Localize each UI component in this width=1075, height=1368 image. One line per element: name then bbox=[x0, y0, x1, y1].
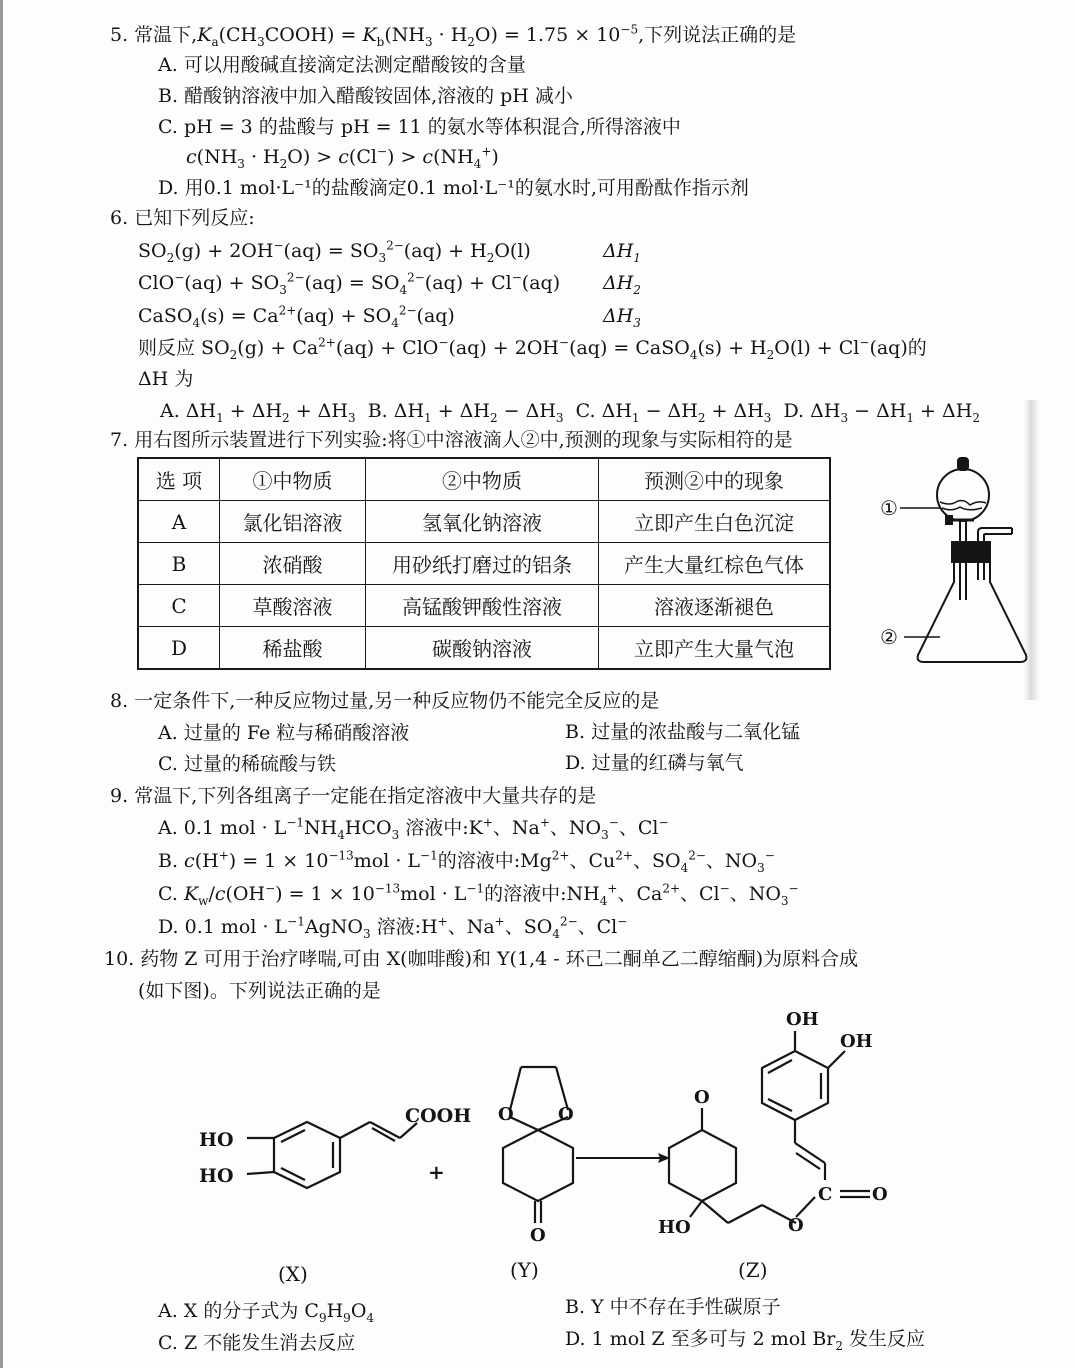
question-6-option-d[interactable]: D. $\Delta H_3 - \Delta H_1 + \Delta H_2$ bbox=[783, 400, 980, 425]
molecule-z-label: (Z) bbox=[738, 1258, 768, 1282]
table-row: C 草酸溶液 高锰酸钾酸性溶液 溶液逐渐褪色 bbox=[138, 585, 830, 627]
question-5-option-a[interactable]: A. 可以用酸碱直接滴定法测定醋酸铵的含量 bbox=[158, 54, 526, 76]
question-5-option-c[interactable]: C. pH = 3 的盐酸与 pH = 11 的氨水等体积混合,所得溶液中 bbox=[158, 116, 681, 138]
question-9-option-c[interactable]: C. $K_w/c(OH^-) = 1 \times 10^{-13}mol \cdot L^{-1}$的溶液中$:NH_4^+$、$Ca^{2+}$、Cl−、$NO_3^-$ bbox=[158, 881, 799, 908]
question-9-option-b[interactable]: B. $c(H^+) = 1 \times 10^{-13}mol \cdot L^{-1}$的溶液中$:Mg^{2+}$、$Cu^{2+}$、$SO_4^{2-}$、$NO_3^-$ bbox=[158, 848, 775, 875]
table-header: ②中物质 bbox=[366, 458, 599, 501]
molecule-z-product bbox=[650, 1005, 910, 1235]
question-5-option-d[interactable]: D. 用0.1 mol·L⁻¹的盐酸滴定0.1 mol·L⁻¹的氨水时,可用酚酞作指示剂 bbox=[158, 177, 749, 199]
question-7-stem: 7. 用右图所示装置进行下列实验:将①中溶液滴人②中,预测的现象与实际相符的是 bbox=[110, 429, 793, 451]
question-5-stem: 5. 常温下$,K_a(CH_3COOH) = K_b(NH_3 \cdot H_2O) = 1.75 \times 10^{-5}$,下列说法正确的是 bbox=[110, 22, 797, 49]
question-6-stem: 6. 已知下列反应: bbox=[110, 207, 255, 229]
flask-apparatus-diagram bbox=[870, 450, 1030, 675]
question-9-option-d[interactable]: D. 0.1 mol · $L^{-1}AgNO_3$ 溶液:H+、Na+、$SO_4^{2-}$、Cl− bbox=[158, 914, 628, 941]
z-ketone-oxygen: O bbox=[694, 1087, 710, 1108]
z-carbonyl-oxygen: O bbox=[872, 1184, 888, 1205]
table-header: 预测②中的现象 bbox=[599, 458, 831, 501]
question-8-option-b[interactable]: B. 过量的浓盐酸与二氧化锰 bbox=[565, 721, 801, 743]
table-header: ①中物质 bbox=[220, 458, 366, 501]
question-6-options bbox=[160, 398, 980, 424]
question-6-option-c[interactable]: C. $\Delta H_1 - \Delta H_2 + \Delta H_3$ bbox=[575, 400, 772, 425]
table-row: B 浓硝酸 用砂纸打磨过的铝条 产生大量红棕色气体 bbox=[138, 543, 830, 585]
table-row: A 氯化铝溶液 氢氧化钠溶液 立即产生白色沉淀 bbox=[138, 501, 830, 543]
question-number: 5. bbox=[110, 24, 129, 46]
molecule-x-label: (X) bbox=[278, 1262, 308, 1286]
question-10-stem-cont: (如下图)。下列说法正确的是 bbox=[138, 980, 381, 1002]
page-edge bbox=[0, 0, 3, 1368]
y-oxygen-3: O bbox=[530, 1225, 546, 1246]
question-10-option-a[interactable]: A. X 的分子式为 $C_9H_9O_4$ bbox=[158, 1300, 375, 1325]
z-oh-group-2: OH bbox=[840, 1031, 873, 1052]
y-oxygen-2: O bbox=[558, 1104, 574, 1125]
y-oxygen-1: O bbox=[498, 1104, 514, 1125]
question-8-option-d[interactable]: D. 过量的红磷与氧气 bbox=[565, 752, 744, 774]
question-6-option-b[interactable]: B. $\Delta H_1 + \Delta H_2 - \Delta H_3$ bbox=[367, 400, 564, 425]
reaction-3-dh: $\Delta H_3$ bbox=[603, 305, 641, 330]
question-8-option-c[interactable]: C. 过量的稀硫酸与铁 bbox=[158, 753, 336, 775]
x-ho-group-1: HO bbox=[199, 1129, 234, 1151]
reaction-1: $SO_2(g) + 2OH^-(aq) = SO_3^{2-}(aq) + H_2O(l)$ bbox=[138, 238, 531, 265]
reaction-1-dh: $\Delta H_1$ bbox=[603, 240, 641, 265]
experiment-table bbox=[137, 457, 831, 670]
question-10-stem: 10. 药物 Z 可用于治疗哮喘,可由 X(咖啡酸)和 Y(1,4 - 环己二酮单乙二醇缩酮)为原料合成 bbox=[104, 948, 859, 970]
table-header: 选 项 bbox=[138, 458, 220, 501]
reaction-2-dh: $\Delta H_2$ bbox=[603, 272, 641, 297]
question-10-option-b[interactable]: B. Y 中不存在手性碳原子 bbox=[565, 1296, 781, 1318]
question-9-option-a[interactable]: A. 0.1 mol · $L^{-1}NH_4HCO_3$ 溶液中:K+、Na+、$NO_3^-$、Cl− bbox=[158, 815, 669, 842]
label-1: ① bbox=[880, 496, 898, 520]
question-8-stem: 8. 一定条件下,一种反应物过量,另一种反应物仍不能完全反应的是 bbox=[110, 690, 660, 712]
target-reaction-tail: ΔH 为 bbox=[138, 368, 194, 390]
question-10-option-d[interactable]: D. 1 mol Z 至多可与 2 mol $Br_2$ 发生反应 bbox=[565, 1328, 926, 1353]
table-row: D 稀盐酸 碳酸钠溶液 立即产生大量气泡 bbox=[138, 627, 830, 670]
table-header-row bbox=[138, 458, 830, 501]
x-cooh-group: COOH bbox=[405, 1105, 472, 1127]
x-ho-group-2: HO bbox=[199, 1165, 234, 1187]
label-2: ② bbox=[880, 625, 898, 649]
z-ho-group: HO bbox=[658, 1217, 691, 1235]
z-oh-group-1: OH bbox=[786, 1009, 819, 1030]
question-5-option-b[interactable]: B. 醋酸钠溶液中加入醋酸铵固体,溶液的 pH 减小 bbox=[158, 85, 573, 107]
molecule-y-label: (Y) bbox=[510, 1258, 539, 1282]
reaction-3: CaSO$_4$(s) = $Ca^{2+}(aq) + SO_4^{2-}(aq)$ bbox=[138, 303, 455, 330]
question-6-option-a[interactable]: A. $\Delta H_1 + \Delta H_2 + \Delta H_3$ bbox=[160, 400, 356, 425]
question-10-option-c[interactable]: C. Z 不能发生消去反应 bbox=[158, 1332, 356, 1354]
molecule-x-caffeic-acid bbox=[195, 1090, 485, 1210]
question-9-stem: 9. 常温下,下列各组离子一定能在指定溶液中大量共存的是 bbox=[110, 785, 597, 807]
plus-sign: + bbox=[428, 1160, 445, 1184]
reaction-2: $ClO^-(aq) + SO_3^{2-}(aq) = SO_4^{2-}(aq) + Cl^-(aq)$ bbox=[138, 270, 561, 297]
question-5-option-c-cont: $c(NH_3 \cdot H_2O) > c(Cl^-) > c(NH_4^+)$ bbox=[186, 144, 499, 171]
z-carbonyl-carbon: C bbox=[818, 1184, 833, 1205]
z-ester-oxygen: O bbox=[788, 1215, 804, 1235]
target-reaction: 则反应 $SO_2(g) + Ca^{2+}(aq) + ClO^-(aq) + 2OH^-(aq)$ = CaSO$_4$(s) + $H_2O(l) + Cl^-(aq)$的 bbox=[138, 335, 927, 362]
question-8-option-a[interactable]: A. 过量的 Fe 粒与稀硝酸溶液 bbox=[158, 722, 410, 744]
